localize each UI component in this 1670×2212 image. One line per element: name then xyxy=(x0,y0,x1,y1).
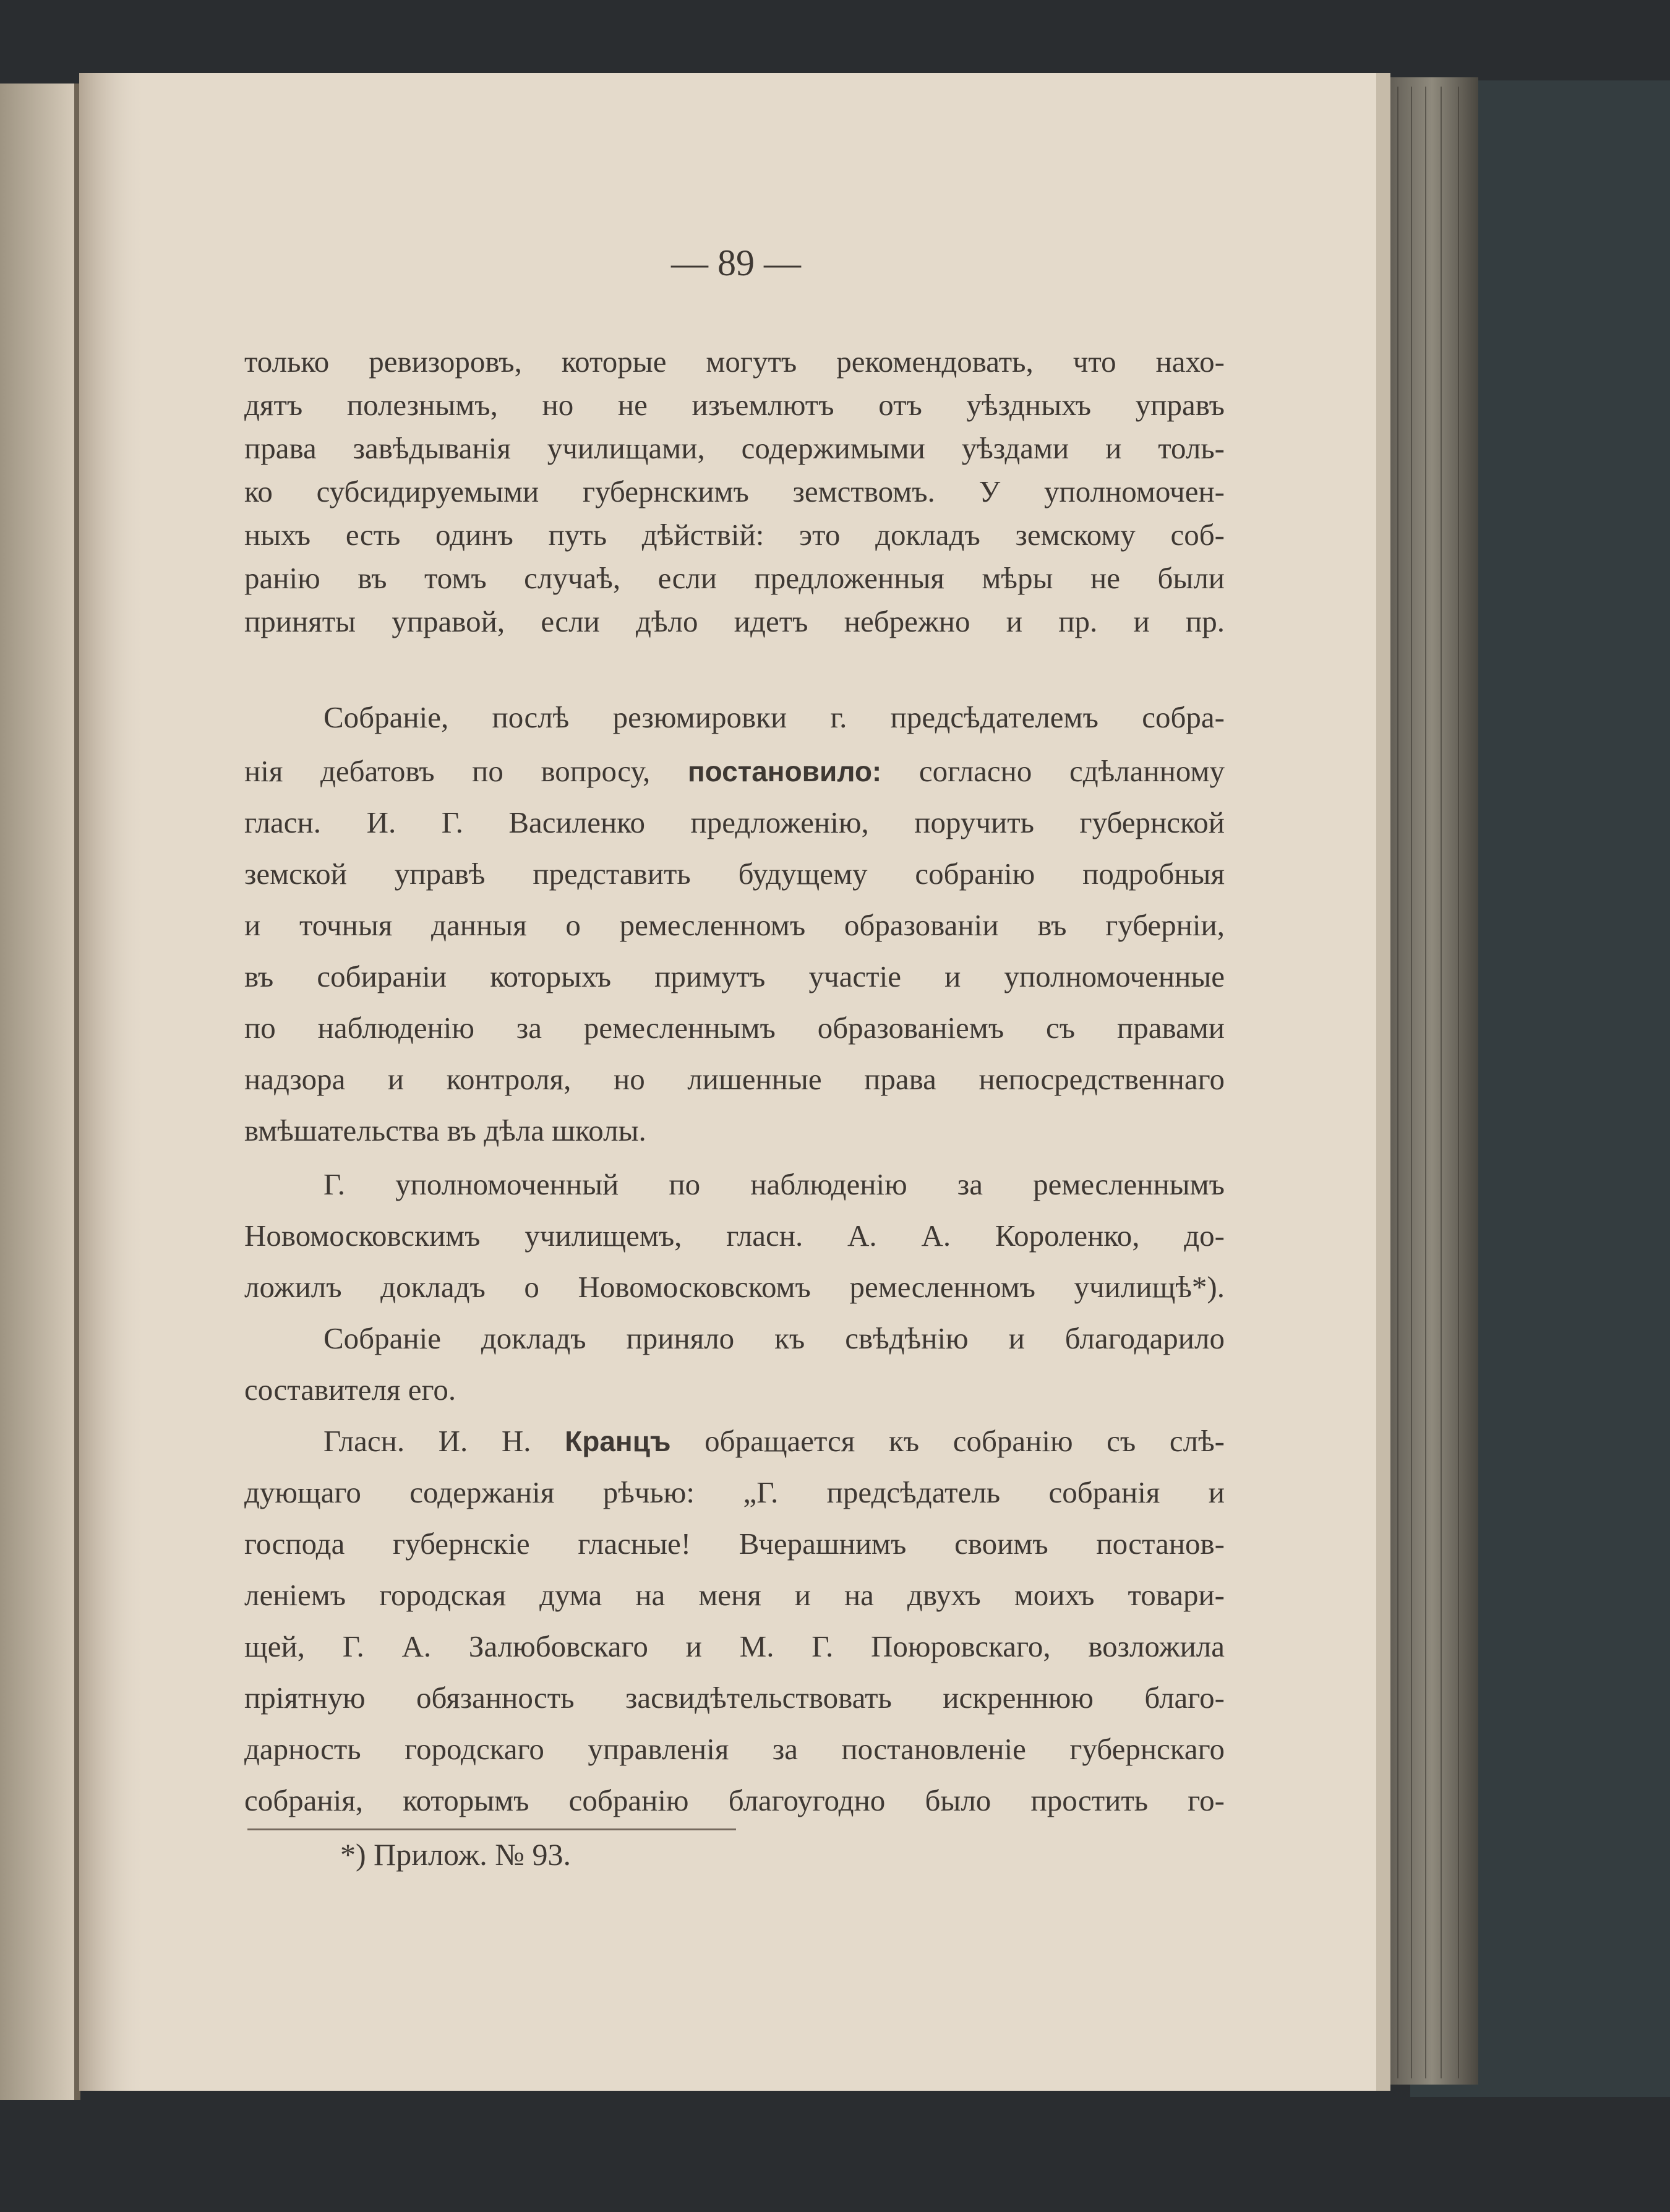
text-line xyxy=(244,1420,1225,1463)
text-line: ложилъ докладъ о Новомосковскомъ ремесленномъ училищѣ*). xyxy=(244,1270,1225,1304)
emphasized-word: постановило: xyxy=(687,755,882,787)
text-line: ко субсидируемыми губернскимъ земствомъ. У уполномочен- xyxy=(244,474,1225,508)
text-line: Г. уполномоченный по наблюденію за ремесленнымъ xyxy=(323,1167,1225,1201)
text-line: Собраніе докладъ приняло къ свѣдѣнію и благодарило xyxy=(323,1321,1225,1355)
text-line: ранію въ томъ случаѣ, если предложенныя мѣры не были xyxy=(244,561,1225,595)
text-line: права завѣдыванія училищами, содержимыми уѣздами и толь- xyxy=(244,431,1225,465)
text-line: ныхъ есть одинъ путь дѣйствій: это докладъ земскому соб- xyxy=(244,518,1225,552)
text-line: составителя его. xyxy=(244,1373,456,1407)
text-line: господа губернскіе гласные! Вчерашнимъ своимъ постанов- xyxy=(244,1527,1225,1561)
text-line: Собраніе, послѣ резюмировки г. предсѣдателемъ собра- xyxy=(323,700,1225,734)
emphasized-name: Кранцъ xyxy=(565,1425,671,1457)
text-line: гласн. И. Г. Василенко предложенію, поручить губернской xyxy=(244,805,1225,839)
text-line: вмѣшательства въ дѣла школы. xyxy=(244,1113,646,1147)
text-run: нія дебатовъ по вопросу, xyxy=(244,754,651,788)
text-line: и точныя данныя о ремесленномъ образованіи въ губерніи, xyxy=(244,908,1225,942)
text-line: леніемъ городская дума на меня и на двухъ моихъ товари- xyxy=(244,1578,1225,1612)
text-line: Новомосковскимъ училищемъ, гласн. А. А. Короленко, до- xyxy=(244,1219,1225,1253)
text-line: дятъ полезнымъ, но не изъемлютъ отъ уѣздныхъ управъ xyxy=(244,388,1225,422)
text-run: согласно сдѣланному xyxy=(918,754,1225,788)
footnote-rule xyxy=(247,1828,736,1830)
text-line: дарность городскаго управленія за постановленіе губернскаго xyxy=(244,1732,1225,1766)
text-line: земской управѣ представить будущему собранію подробныя xyxy=(244,857,1225,891)
text-line: только ревизоровъ, которые могутъ рекомендовать, что нахо- xyxy=(244,345,1225,379)
footnote: *) Прилож. № 93. xyxy=(340,1837,571,1872)
page-number: — 89 — xyxy=(671,242,801,283)
text-run: обращается къ собранію съ слѣ- xyxy=(704,1424,1225,1458)
text-line: по наблюденію за ремесленнымъ образованіемъ съ правами xyxy=(244,1011,1225,1045)
text-line: пріятную обязанность засвидѣтельствовать искреннюю благо- xyxy=(244,1681,1225,1715)
text-line: щей, Г. А. Залюбовскаго и М. Г. Поюровскаго, возложила xyxy=(244,1629,1225,1663)
text-line: приняты управой, если дѣло идетъ небрежно и пр. и пр. xyxy=(244,604,1225,638)
text-line: надзора и контроля, но лишенные права непосредственнаго xyxy=(244,1062,1225,1096)
text-line: собранія, которымъ собранію благоугодно было простить го- xyxy=(244,1783,1225,1817)
text-run: Гласн. И. Н. xyxy=(323,1424,531,1458)
text-line xyxy=(244,750,1225,793)
text-line: въ собираніи которыхъ примутъ участіе и уполномоченные xyxy=(244,959,1225,993)
text-line: дующаго содержанія рѣчью: „Г. предсѣдатель собранія и xyxy=(244,1475,1225,1509)
